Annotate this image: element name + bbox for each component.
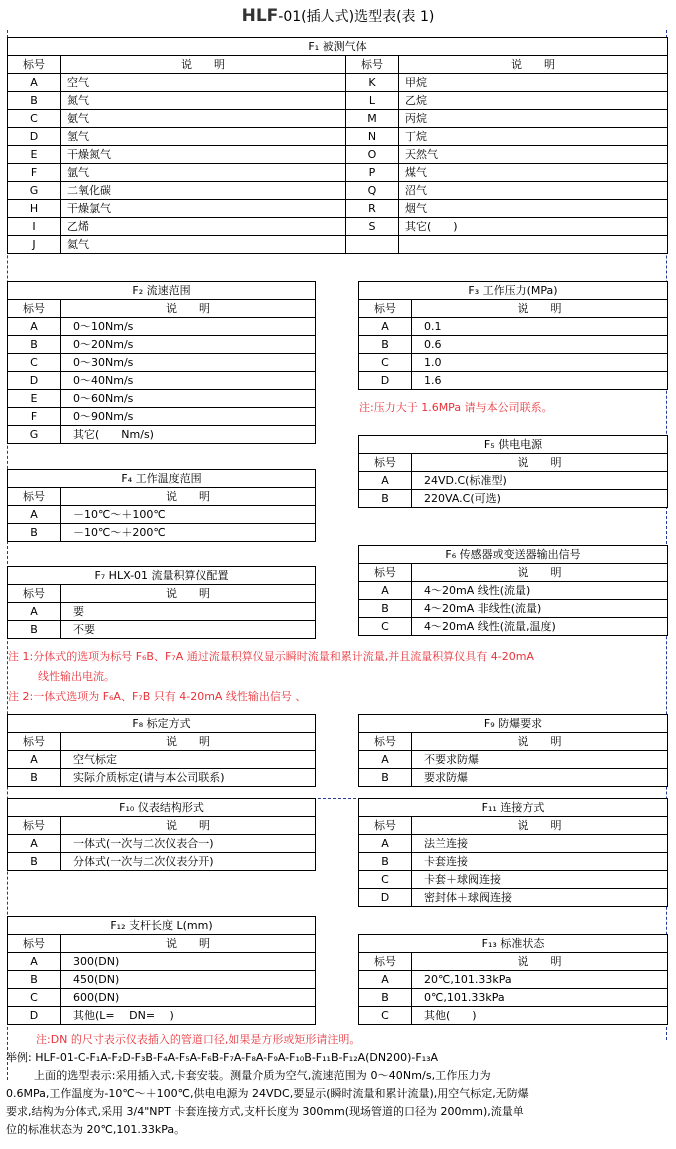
row-desc: 0～10Nm/s xyxy=(61,318,316,336)
row-code: L xyxy=(346,92,399,110)
col-desc: 说 明 xyxy=(61,300,316,318)
table-row xyxy=(8,200,668,218)
row-code: D xyxy=(8,128,61,146)
row-code: D xyxy=(359,889,412,907)
row-code: C xyxy=(8,989,61,1007)
row-code: A xyxy=(8,953,61,971)
table-f7 xyxy=(7,566,316,639)
row-desc: 干燥氯气 xyxy=(61,200,346,218)
table-f12 xyxy=(7,916,316,1025)
row-desc: 24VD.C(标准型) xyxy=(412,472,668,490)
table-row xyxy=(8,751,316,769)
example-block xyxy=(6,1049,670,1139)
row-code: A xyxy=(8,835,61,853)
row-desc xyxy=(399,236,668,254)
row-desc: 乙烷 xyxy=(399,92,668,110)
row-desc: 一体式(一次与二次仪表合一) xyxy=(61,835,316,853)
row-code: A xyxy=(359,472,412,490)
row-code: C xyxy=(359,1007,412,1025)
table-row xyxy=(8,390,316,408)
table-f1 xyxy=(7,37,668,254)
table-row xyxy=(8,853,316,871)
col-desc: 说 明 xyxy=(61,817,316,835)
table-row xyxy=(8,182,668,200)
table-f5 xyxy=(358,435,668,508)
row-code: S xyxy=(346,218,399,236)
table-row xyxy=(8,336,316,354)
row-desc: 卡套＋球阀连接 xyxy=(412,871,668,889)
pressure-note: 注:压力大于 1.6MPa 请与本公司联系。 xyxy=(359,401,553,414)
row-desc: 0.1 xyxy=(412,318,668,336)
row-desc: 其他( ) xyxy=(412,1007,668,1025)
table-title: F₉ 防爆要求 xyxy=(359,715,668,733)
row-code: B xyxy=(8,621,61,639)
row-code: A xyxy=(359,835,412,853)
table-row xyxy=(8,236,668,254)
table-row xyxy=(359,600,668,618)
table-row xyxy=(8,989,316,1007)
example-para-1: 上面的选型表示:采用插入式,卡套安装。测量介质为空气,流速范围为 0～40Nm/s,工作压力为 xyxy=(34,1069,491,1082)
col-desc: 说 明 xyxy=(412,817,668,835)
row-code: B xyxy=(8,971,61,989)
table-title: F₅ 供电电源 xyxy=(359,436,668,454)
row-code: B xyxy=(359,490,412,508)
table-row xyxy=(8,128,668,146)
row-code: A xyxy=(8,506,61,524)
table-title: F₈ 标定方式 xyxy=(8,715,316,733)
table-row xyxy=(8,318,316,336)
note-1: 注 1:分体式的选项为标号 F₆B、F₇A 通过流量积算仪显示瞬时流量和累计流量,并且流量积算仪具有 4-20mA xyxy=(8,650,534,663)
row-code: G xyxy=(8,426,61,444)
row-desc: 0～30Nm/s xyxy=(61,354,316,372)
row-code: E xyxy=(8,146,61,164)
note-2: 注 2:一体式选项为 F₆A、F₇B 只有 4-20mA 线性输出信号 、 xyxy=(8,690,307,703)
row-code: A xyxy=(8,603,61,621)
row-desc: 烟气 xyxy=(399,200,668,218)
row-desc: 氦气 xyxy=(61,236,346,254)
row-desc: 甲烷 xyxy=(399,74,668,92)
row-code: B xyxy=(8,336,61,354)
table-title: F₃ 工作压力(MPa) xyxy=(359,282,668,300)
table-f4 xyxy=(7,469,316,542)
table-f9 xyxy=(358,714,668,787)
row-desc: 实际介质标定(请与本公司联系) xyxy=(61,769,316,787)
table-row xyxy=(359,989,668,1007)
row-code: P xyxy=(346,164,399,182)
row-code: A xyxy=(8,74,61,92)
row-desc: 0℃,101.33kPa xyxy=(412,989,668,1007)
row-desc: 氢气 xyxy=(61,128,346,146)
row-code: B xyxy=(8,92,61,110)
row-desc: 450(DN) xyxy=(61,971,316,989)
row-desc: 20℃,101.33kPa xyxy=(412,971,668,989)
table-row xyxy=(359,971,668,989)
col-code: 标号 xyxy=(359,953,412,971)
row-desc: 4～20mA 线性(流量,温度) xyxy=(412,618,668,636)
row-code: J xyxy=(8,236,61,254)
row-desc: 空气标定 xyxy=(61,751,316,769)
row-desc: －10℃～＋100℃ xyxy=(61,506,316,524)
row-desc: 4～20mA 非线性(流量) xyxy=(412,600,668,618)
row-desc: 乙烯 xyxy=(61,218,346,236)
table-row xyxy=(359,354,668,372)
row-desc: 0～20Nm/s xyxy=(61,336,316,354)
row-desc: 要求防爆 xyxy=(412,769,668,787)
table-title: F₂ 流速范围 xyxy=(8,282,316,300)
row-desc: 沼气 xyxy=(399,182,668,200)
example-para-3: 要求,结构为分体式,采用 3/4"NPT 卡套连接方式,支杆长度为 300mm(现场管道的口径为 200mm),流量单 xyxy=(6,1105,524,1118)
dn-note: 注:DN 的尺寸表示仪表插入的管道口径,如果是方形或矩形请注明。 xyxy=(36,1033,361,1046)
row-desc: 0～60Nm/s xyxy=(61,390,316,408)
row-desc: 二氧化碳 xyxy=(61,182,346,200)
table-row xyxy=(359,871,668,889)
col-code: 标号 xyxy=(8,56,61,74)
row-desc: 不要求防爆 xyxy=(412,751,668,769)
col-code: 标号 xyxy=(359,454,412,472)
row-code: I xyxy=(8,218,61,236)
row-code: B xyxy=(8,524,61,542)
note-1-cont: 线性输出电流。 xyxy=(38,670,115,683)
row-code: E xyxy=(8,390,61,408)
row-desc: 其他(L= DN= ) xyxy=(61,1007,316,1025)
row-desc: 氨气 xyxy=(61,110,346,128)
table-row xyxy=(359,490,668,508)
table-row xyxy=(359,889,668,907)
col-desc: 说 明 xyxy=(412,564,668,582)
row-desc: 法兰连接 xyxy=(412,835,668,853)
row-desc: 300(DN) xyxy=(61,953,316,971)
row-desc: 4～20mA 线性(流量) xyxy=(412,582,668,600)
table-row xyxy=(359,618,668,636)
col-code: 标号 xyxy=(8,300,61,318)
table-f11 xyxy=(358,798,668,907)
row-desc: 卡套连接 xyxy=(412,853,668,871)
row-code: B xyxy=(359,600,412,618)
row-code: C xyxy=(359,354,412,372)
table-f8 xyxy=(7,714,316,787)
col-code: 标号 xyxy=(8,488,61,506)
table-row xyxy=(8,354,316,372)
col-desc: 说 明 xyxy=(61,56,346,74)
row-desc: 0～90Nm/s xyxy=(61,408,316,426)
table-row xyxy=(8,621,316,639)
row-code xyxy=(346,236,399,254)
example-line: 举例: HLF-01-C-F₁A-F₂D-F₃B-F₄A-F₅A-F₆B-F₇A-F₈A-F₉A-F₁₀B-F₁₁B-F₁₂A(DN200)-F₁₃A xyxy=(6,1051,439,1064)
row-desc: 600(DN) xyxy=(61,989,316,1007)
table-row xyxy=(359,1007,668,1025)
row-desc: －10℃～＋200℃ xyxy=(61,524,316,542)
table-row xyxy=(359,336,668,354)
row-desc: 0～40Nm/s xyxy=(61,372,316,390)
row-code: H xyxy=(8,200,61,218)
row-code: B xyxy=(8,769,61,787)
table-row xyxy=(8,372,316,390)
table-row xyxy=(8,1007,316,1025)
row-desc: 天然气 xyxy=(399,146,668,164)
row-desc: 氩气 xyxy=(61,164,346,182)
row-code: B xyxy=(359,853,412,871)
row-desc: 0.6 xyxy=(412,336,668,354)
col-desc: 说 明 xyxy=(412,733,668,751)
col-desc: 说 明 xyxy=(412,300,668,318)
table-row xyxy=(359,769,668,787)
table-f3 xyxy=(358,281,668,390)
row-code: Q xyxy=(346,182,399,200)
row-desc: 1.0 xyxy=(412,354,668,372)
col-desc: 说 明 xyxy=(412,454,668,472)
table-row xyxy=(8,524,316,542)
col-code: 标号 xyxy=(8,817,61,835)
table-f2 xyxy=(7,281,316,444)
row-code: A xyxy=(8,751,61,769)
table-row xyxy=(359,835,668,853)
table-row xyxy=(8,835,316,853)
row-code: D xyxy=(8,372,61,390)
table-f13 xyxy=(358,934,668,1025)
row-code: D xyxy=(359,372,412,390)
table-title: F₁₃ 标准状态 xyxy=(359,935,668,953)
row-code: O xyxy=(346,146,399,164)
row-code: A xyxy=(359,751,412,769)
row-desc: 分体式(一次与二次仪表分开) xyxy=(61,853,316,871)
row-code: B xyxy=(359,336,412,354)
row-desc: 丁烷 xyxy=(399,128,668,146)
row-desc: 要 xyxy=(61,603,316,621)
page-title: HLF-01(插人式)选型表(表 1) xyxy=(241,6,435,26)
col-desc: 说 明 xyxy=(61,585,316,603)
row-code: A xyxy=(359,582,412,600)
row-code: C xyxy=(359,618,412,636)
row-code: G xyxy=(8,182,61,200)
table-row xyxy=(8,218,668,236)
col-code: 标号 xyxy=(359,300,412,318)
col-code: 标号 xyxy=(8,733,61,751)
table-row xyxy=(359,751,668,769)
table-row xyxy=(8,426,316,444)
row-desc: 丙烷 xyxy=(399,110,668,128)
row-code: F xyxy=(8,164,61,182)
row-code: B xyxy=(359,989,412,1007)
table-title: F₁ 被测气体 xyxy=(8,38,668,56)
row-code: C xyxy=(359,871,412,889)
col-code: 标号 xyxy=(359,564,412,582)
col-desc: 说 明 xyxy=(61,935,316,953)
row-code: C xyxy=(8,354,61,372)
row-code: A xyxy=(359,971,412,989)
row-desc: 其它( Nm/s) xyxy=(61,426,316,444)
table-row xyxy=(8,408,316,426)
table-row xyxy=(359,853,668,871)
row-desc: 其它( ) xyxy=(399,218,668,236)
row-desc: 不要 xyxy=(61,621,316,639)
table-row xyxy=(359,472,668,490)
row-code: B xyxy=(359,769,412,787)
row-desc: 密封体＋球阀连接 xyxy=(412,889,668,907)
col-code: 标号 xyxy=(8,935,61,953)
row-desc: 氮气 xyxy=(61,92,346,110)
col-code: 标号 xyxy=(359,733,412,751)
row-code: F xyxy=(8,408,61,426)
col-desc: 说 明 xyxy=(399,56,668,74)
row-code: R xyxy=(346,200,399,218)
table-title: F₆ 传感器或变送器输出信号 xyxy=(359,546,668,564)
example-para-4: 位的标准状态为 20℃,101.33kPa。 xyxy=(6,1123,186,1136)
table-row xyxy=(359,582,668,600)
table-row xyxy=(8,110,668,128)
table-title: F₁₁ 连接方式 xyxy=(359,799,668,817)
table-title: F₇ HLX-01 流量积算仪配置 xyxy=(8,567,316,585)
col-code: 标号 xyxy=(346,56,399,74)
table-row xyxy=(8,506,316,524)
table-row xyxy=(8,74,668,92)
row-code: C xyxy=(8,110,61,128)
example-para-2: 0.6MPa,工作温度为-10℃～＋100℃,供电电源为 24VDC,要显示(瞬时流量和累计流量),用空气标定,无防爆 xyxy=(6,1087,529,1100)
col-code: 标号 xyxy=(359,817,412,835)
col-desc: 说 明 xyxy=(412,953,668,971)
table-row xyxy=(359,318,668,336)
table-f6 xyxy=(358,545,668,636)
row-code: M xyxy=(346,110,399,128)
table-row xyxy=(8,769,316,787)
table-title: F₄ 工作温度范围 xyxy=(8,470,316,488)
table-row xyxy=(8,164,668,182)
col-code: 标号 xyxy=(8,585,61,603)
table-title: F₁₂ 支杆长度 L(mm) xyxy=(8,917,316,935)
table-row xyxy=(8,603,316,621)
row-code: D xyxy=(8,1007,61,1025)
row-code: K xyxy=(346,74,399,92)
col-desc: 说 明 xyxy=(61,733,316,751)
table-row xyxy=(8,146,668,164)
row-code: N xyxy=(346,128,399,146)
table-title: F₁₀ 仪表结构形式 xyxy=(8,799,316,817)
row-code: A xyxy=(359,318,412,336)
table-f10 xyxy=(7,798,316,871)
row-desc: 干燥氮气 xyxy=(61,146,346,164)
row-code: A xyxy=(8,318,61,336)
table-row xyxy=(8,92,668,110)
table-row xyxy=(8,971,316,989)
row-desc: 煤气 xyxy=(399,164,668,182)
table-row xyxy=(8,953,316,971)
table-row xyxy=(359,372,668,390)
col-desc: 说 明 xyxy=(61,488,316,506)
row-desc: 1.6 xyxy=(412,372,668,390)
row-desc: 220VA.C(可选) xyxy=(412,490,668,508)
row-desc: 空气 xyxy=(61,74,346,92)
row-code: B xyxy=(8,853,61,871)
